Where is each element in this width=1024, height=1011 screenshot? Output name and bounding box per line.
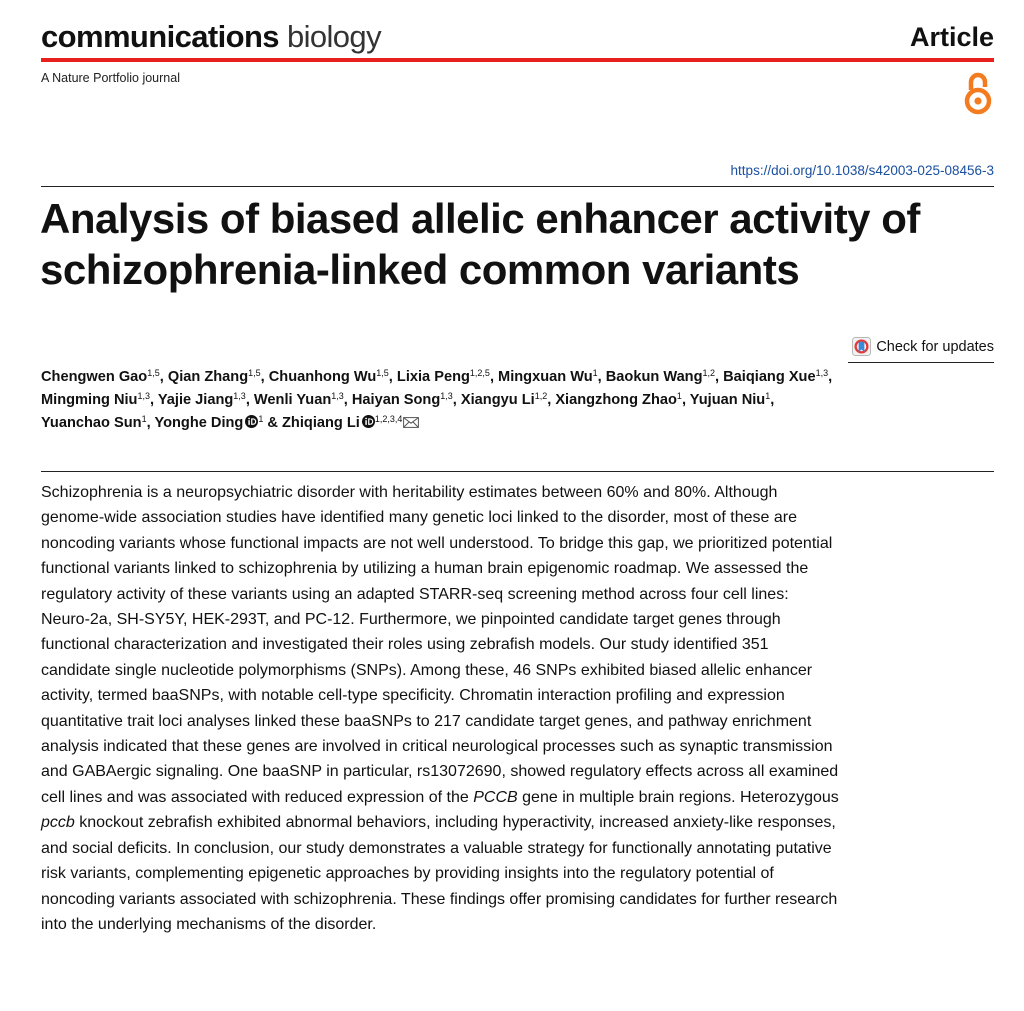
check-for-updates-label: Check for updates [876, 338, 994, 355]
journal-logo[interactable] [41, 18, 381, 56]
orcid-icon[interactable] [245, 415, 258, 428]
author-separator: , [149, 392, 158, 408]
author-name[interactable]: Zhiqiang Li [282, 415, 360, 431]
affiliation-marker[interactable]: 1,5 [248, 368, 261, 378]
affiliation-marker[interactable]: 1 [765, 391, 771, 401]
author-separator: , [547, 392, 556, 408]
abstract-text: gene in multiple brain regions. Heterozygous [517, 788, 839, 806]
affiliation-marker[interactable]: 1,2,3,4 [374, 414, 403, 424]
check-for-updates-button[interactable] [852, 337, 994, 356]
author-name[interactable]: Chuanhong Wu [268, 369, 377, 385]
author-list [41, 366, 841, 435]
affiliation-marker[interactable]: 1,2,5 [469, 368, 490, 378]
affiliation-marker[interactable]: 1,2 [702, 368, 716, 378]
author-separator: , [388, 369, 397, 385]
abstract-text: knockout zebrafish exhibited abnormal behaviors, including hyperactivity, increased anxiety-like responses, and social deficits. In conclusion, our study demonstrates a valuable strategy for functionally annotating putative risk variants, complementing epigenetic approaches by providing insights into the regulatory potential of noncoding variants associated with schizophrenia. These findings offer promising candidates for further research into the underlying mechanisms of the disorder. [41, 814, 838, 933]
author-separator: , [715, 369, 724, 385]
abstract-text: Schizophrenia is a neuropsychiatric disorder with heritability estimates between 60% and 80%. Although genome-wide association studies have identified many genetic loci linked to the disorder, most of these are noncoding variants whose functional impacts are not well understood. To bridge this gap, we prioritized potential functional variants linked to schizophrenia by utilizing a human brain epigenomic roadmap. We assessed the regulatory activity of these variants using an adapted STARR-seq screening method across four cell lines: Neuro-2a, SH-SY5Y, HEK-293T, and PC-12. Furthermore, we pinpointed candidate target genes through functional characterization and investigated their roles using zebrafish models. Our study identified 351 candidate single nucleotide polymorphisms (SNPs). Among these, 46 SNPs exhibited biased allelic enhancer activity, termed baaSNPs, with notable cell-type specificity. Chromatin interaction profiling and expression quantitative trait loci analyses linked these baaSNPs to 217 candidate target genes, and pathway enrichment analysis indicated that these genes are involved in critical neurological processes such as synaptic transmission and GABAergic signaling. One baaSNP in particular, rs13072690, showed regulatory effects across all examined cell lines and was associated with reduced expression of the [41, 484, 839, 806]
affiliation-marker[interactable]: 1,5 [147, 368, 160, 378]
header-divider [41, 58, 994, 62]
author-separator: , [452, 392, 461, 408]
author-name[interactable]: Chengwen Gao [41, 369, 148, 385]
check-for-updates-icon [852, 337, 871, 356]
abstract-divider [41, 471, 994, 472]
article-title: Analysis of biased allelic enhancer activity of schizophrenia-linked common variants [40, 195, 920, 293]
author-separator: , [489, 369, 499, 385]
author-name[interactable]: Mingxuan Wu [498, 369, 593, 385]
affiliation-marker[interactable]: 1 [592, 368, 598, 378]
affiliation-marker[interactable]: 1,3 [137, 391, 150, 401]
author-separator: , [681, 392, 690, 408]
author-separator: , [146, 415, 155, 431]
doi-divider [41, 186, 994, 187]
author-name[interactable]: Lixia Peng [396, 369, 470, 385]
affiliation-marker[interactable]: 1 [258, 414, 264, 424]
gene-name: pccb [41, 814, 75, 832]
author-name[interactable]: Wenli Yuan [253, 392, 332, 408]
author-name[interactable]: Mingming Niu [41, 392, 138, 408]
author-name[interactable]: Haiyan Song [351, 392, 441, 408]
author-separator: , [260, 369, 269, 385]
author-name[interactable]: Yajie Jiang [157, 392, 234, 408]
doi-link[interactable]: https://doi.org/10.1038/s42003-025-08456-3 [730, 163, 994, 178]
author-separator: , [770, 392, 775, 408]
affiliation-marker[interactable]: 1,3 [233, 391, 246, 401]
orcid-icon[interactable] [362, 415, 375, 428]
author-separator: , [343, 392, 352, 408]
author-separator: , [597, 369, 606, 385]
gene-name: PCCB [473, 788, 518, 806]
affiliation-marker[interactable]: 1,2 [534, 391, 548, 401]
affiliation-marker[interactable]: 1,5 [376, 368, 389, 378]
author-name[interactable]: Qian Zhang [167, 369, 249, 385]
affiliation-marker[interactable]: 1 [141, 414, 147, 424]
author-separator: & [263, 415, 283, 431]
author-name[interactable]: Baokun Wang [605, 369, 703, 385]
author-name[interactable]: Xiangzhong Zhao [555, 392, 677, 408]
affiliation-marker[interactable]: 1,3 [331, 391, 344, 401]
affiliation-marker[interactable]: 1 [676, 391, 682, 401]
author-name[interactable]: Xiangyu Li [460, 392, 535, 408]
journal-name-light: biology [286, 19, 381, 54]
author-name[interactable]: Yonghe Ding [154, 415, 244, 431]
author-separator: , [159, 369, 168, 385]
author-separator: , [828, 369, 833, 385]
journal-name-bold: communications [41, 19, 279, 54]
abstract [41, 480, 841, 937]
check-updates-divider [848, 362, 994, 363]
mail-icon[interactable] [403, 417, 419, 428]
author-separator: , [245, 392, 254, 408]
journal-subtitle: A Nature Portfolio journal [41, 71, 180, 85]
author-name[interactable]: Baiqiang Xue [723, 369, 816, 385]
affiliation-marker[interactable]: 1,3 [440, 391, 453, 401]
article-type-label: Article [909, 22, 994, 52]
affiliation-marker[interactable]: 1,3 [815, 368, 829, 378]
author-name[interactable]: Yuanchao Sun [41, 415, 142, 431]
author-name[interactable]: Yujuan Niu [689, 392, 766, 408]
open-access-icon [962, 70, 994, 116]
